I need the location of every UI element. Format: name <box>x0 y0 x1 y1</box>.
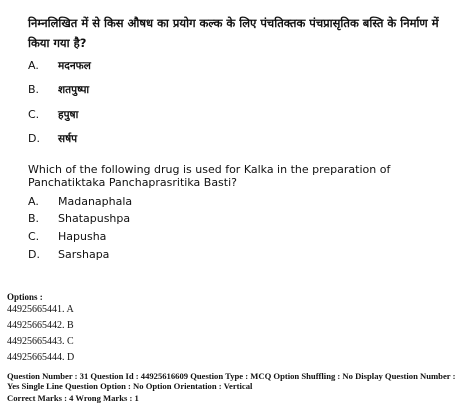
option-text: मदनफल <box>58 60 91 72</box>
option-english-d <box>28 246 109 264</box>
option-id-item: 44925665442. B <box>7 320 74 331</box>
option-text: Sarshapa <box>58 248 110 261</box>
question-text-hindi: निम्नलिखित में से किस औषध का प्रयोग कल्क के लिए पंचतिक्तक पंचप्रासृतिक बस्ति के निर्माण में किया गया है? <box>28 16 439 50</box>
option-label: C. <box>28 108 40 121</box>
option-label: B. <box>28 83 40 96</box>
marks-info: Correct Marks : 4 Wrong Marks : 1 <box>7 393 139 403</box>
options-title: Options : <box>7 292 43 302</box>
option-text: Hapusha <box>58 230 107 243</box>
option-english-c <box>28 228 106 246</box>
option-text: हपुषा <box>58 109 79 121</box>
option-english-a <box>28 193 132 211</box>
option-label: C. <box>28 230 40 243</box>
option-text: Madanaphala <box>58 195 133 208</box>
option-hindi-a <box>28 57 91 75</box>
option-hindi-d <box>28 130 77 148</box>
question-text-english: Which of the following drug is used for Kalka in the preparation of Panchatiktaka Panchaprasritika Basti? <box>28 163 391 189</box>
option-text: सर्षप <box>58 133 78 145</box>
option-id-list <box>7 302 74 366</box>
option-text: Shatapushpa <box>58 212 131 225</box>
option-id-item: 44925665444. D <box>7 352 75 363</box>
question-metadata: Question Number : 31 Question Id : 44925616609 Question Type : MCQ Option Shuffling : No Display Question Number : Yes Single Line Question Option : No Option Orientation : Vertical <box>7 371 456 391</box>
option-label: B. <box>28 212 40 225</box>
option-text: शतपुष्पा <box>58 84 90 96</box>
option-hindi-c <box>28 106 78 124</box>
option-label: A. <box>28 59 39 72</box>
option-id-item: 44925665441. A <box>7 304 74 315</box>
option-hindi-b <box>28 81 89 99</box>
option-label: A. <box>28 195 39 208</box>
option-label: D. <box>28 248 40 261</box>
option-label: D. <box>28 132 40 145</box>
option-id-item: 44925665443. C <box>7 336 74 347</box>
option-english-b <box>28 210 130 228</box>
